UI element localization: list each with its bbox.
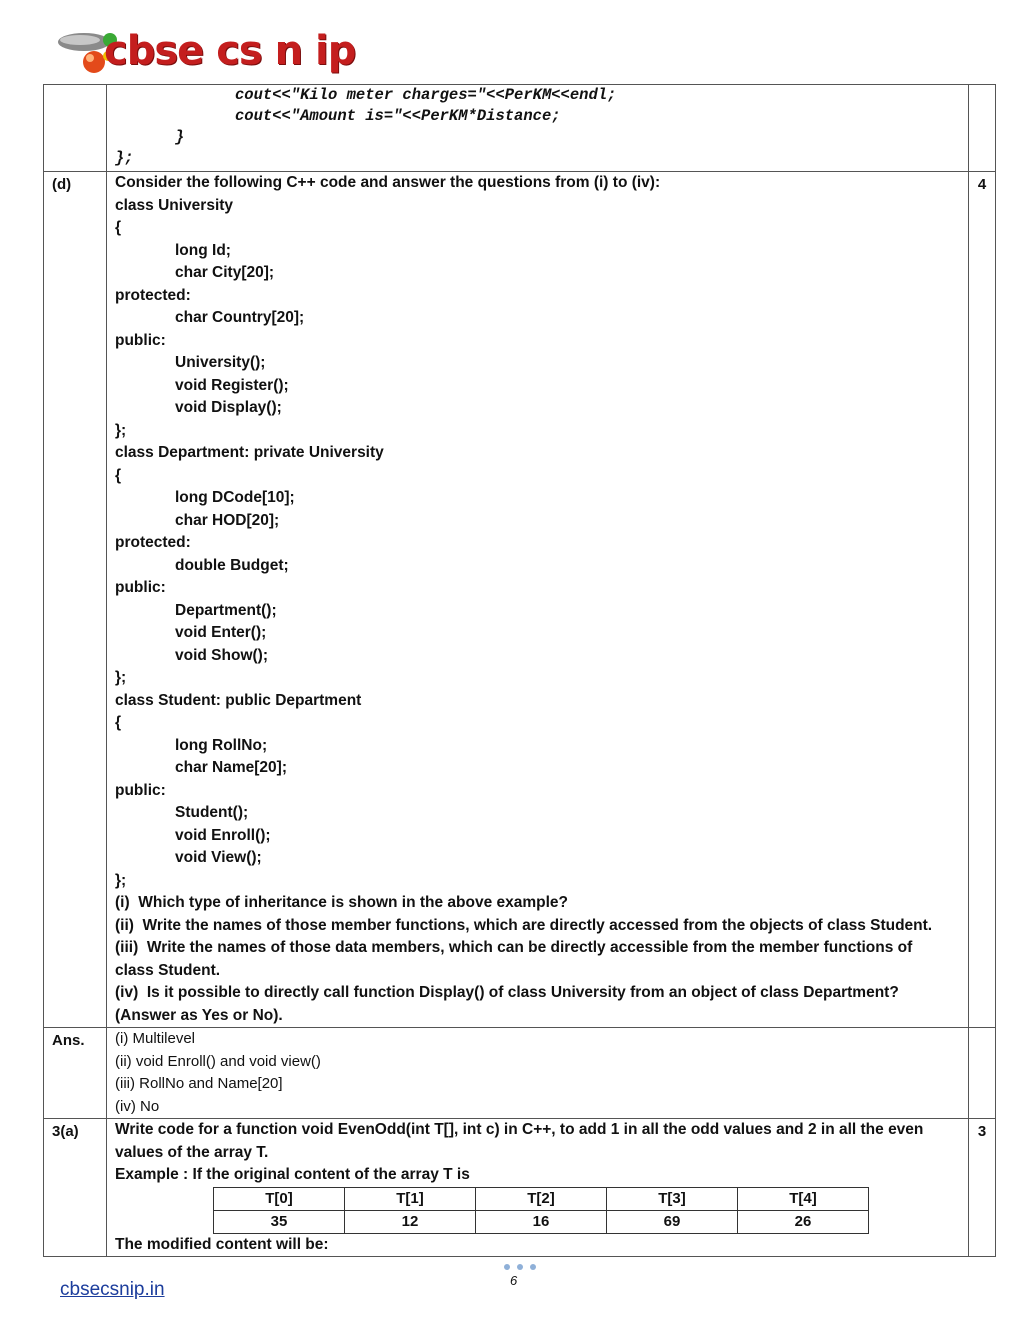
code-line: void Enroll();: [175, 826, 271, 844]
code-line: protected:: [115, 534, 191, 551]
question-text: The modified content will be:: [115, 1235, 329, 1253]
array-header: T[3]: [607, 1187, 738, 1210]
question-intro: Consider the following C++ code and answer the questions from (i) to (iv):: [115, 174, 661, 191]
code-line: long Id;: [175, 241, 231, 259]
array-value: 12: [345, 1210, 476, 1233]
answer-label: Ans.: [44, 1028, 107, 1119]
array-table: [213, 1187, 869, 1234]
page-dots-icon: [503, 1263, 537, 1271]
logo-text: cbse cs n ip: [104, 28, 356, 74]
sub-question: (iii) Write the names of those data members, which can be directly accessible from the member functions of: [115, 939, 913, 956]
code-line: long RollNo;: [175, 736, 268, 754]
code-line: protected:: [115, 286, 191, 304]
code-line: {: [115, 219, 122, 236]
code-line: public:: [115, 331, 166, 349]
array-header: T[0]: [214, 1187, 345, 1210]
sub-question: (iv) Is it possible to directly call function Display() of class University from an object of class Department?: [115, 984, 899, 1001]
code-line: void View();: [175, 849, 262, 866]
question-text: values of the array T.: [115, 1143, 269, 1161]
sub-question: (ii) Write the names of those member functions, which are directly accessed from the objects of class Student.: [115, 916, 933, 934]
sub-question: (Answer as Yes or No).: [115, 1006, 283, 1024]
code-line: char Country[20];: [175, 309, 305, 326]
code-line: };: [115, 149, 134, 167]
code-line: cout<<"Amount is="<<PerKM*Distance;: [235, 107, 561, 125]
table-row: [44, 85, 996, 172]
answer-line: (i) Multilevel: [115, 1030, 196, 1047]
code-line: class Department: private University: [115, 444, 384, 461]
code-line: }: [175, 128, 185, 146]
array-header: T[4]: [738, 1187, 869, 1210]
code-line: void Register();: [175, 376, 289, 394]
array-value: 35: [214, 1210, 345, 1233]
footer-site-link[interactable]: cbsecsnip.in: [60, 1279, 165, 1300]
code-line: {: [115, 714, 122, 731]
code-line: char City[20];: [175, 264, 275, 281]
code-line: };: [115, 421, 127, 439]
code-line: char Name[20];: [175, 759, 287, 776]
array-header: T[2]: [476, 1187, 607, 1210]
array-value: 16: [476, 1210, 607, 1233]
page-number: 6: [510, 1273, 518, 1288]
code-line: public:: [115, 781, 166, 799]
answer-line: (iv) No: [115, 1097, 160, 1115]
code-line: char HOD[20];: [175, 511, 280, 529]
code-line: class University: [115, 196, 234, 214]
code-line: long DCode[10];: [175, 489, 295, 506]
code-line: {: [115, 466, 122, 484]
question-text: Example : If the original content of the array T is: [115, 1166, 470, 1183]
table-row: [44, 172, 996, 1028]
code-line: void Display();: [175, 399, 282, 416]
code-line: };: [115, 669, 127, 686]
array-value: 26: [738, 1210, 869, 1233]
code-line: void Enter();: [175, 624, 267, 641]
marks: 4: [969, 172, 996, 1028]
code-line: University();: [175, 354, 266, 371]
table-row: [44, 1119, 996, 1257]
answer-line: (iii) RollNo and Name[20]: [115, 1075, 283, 1092]
table-row: [44, 1028, 996, 1119]
code-line: cout<<"Kilo meter charges="<<PerKM<<endl;: [235, 86, 617, 104]
marks: 3: [969, 1119, 996, 1257]
code-line: public:: [115, 579, 166, 596]
sub-question: (i) Which type of inheritance is shown in the above example?: [115, 894, 569, 911]
answer-line: (ii) void Enroll() and void view(): [115, 1052, 321, 1070]
question-table: [43, 84, 996, 1257]
code-line: Student();: [175, 804, 249, 821]
code-line: Department();: [175, 601, 277, 619]
question-text: Write code for a function void EvenOdd(int T[], int c) in C++, to add 1 in all the odd values and 2 in all the even: [115, 1121, 924, 1138]
code-line: };: [115, 871, 127, 889]
question-label: (d): [44, 172, 107, 1028]
array-header: T[1]: [345, 1187, 476, 1210]
array-value: 69: [607, 1210, 738, 1233]
code-line: double Budget;: [175, 556, 289, 574]
question-label: 3(a): [44, 1119, 107, 1257]
code-line: class Student: public Department: [115, 691, 362, 709]
code-line: void Show();: [175, 646, 268, 664]
sub-question: class Student.: [115, 961, 221, 979]
